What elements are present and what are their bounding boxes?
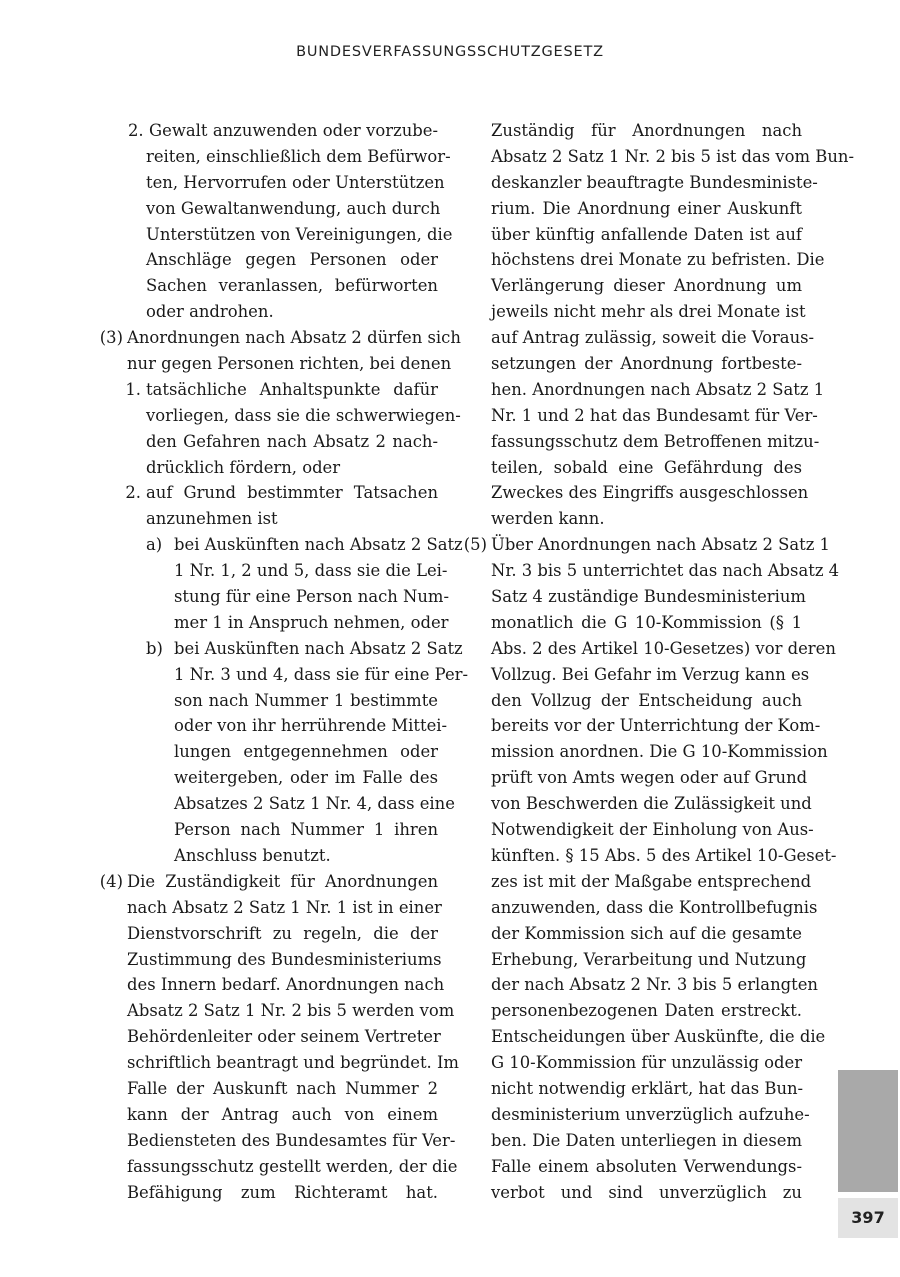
text-line: den Gefahren nach Absatz 2 nach- <box>146 431 438 451</box>
paragraph-number: (5) <box>463 535 487 555</box>
list-number: 2. <box>125 483 141 503</box>
text-line: prüft von Amts wegen oder auf Grund <box>491 768 808 788</box>
text-line: nach Absatz 2 Satz 1 Nr. 1 ist in einer <box>127 897 442 917</box>
text-line: anzunehmen ist <box>146 509 278 529</box>
text-line: Nr. 3 bis 5 unterrichtet das nach Absatz 4 <box>491 561 840 581</box>
text-line: hen. Anordnungen nach Absatz 2 Satz 1 <box>491 379 825 399</box>
text-line: monatlich die G 10-Kommission (§ 1 <box>491 612 802 632</box>
text-line: über künftig anfallende Daten ist auf <box>491 224 802 244</box>
text-line: Absatz 2 Satz 1 Nr. 2 bis 5 ist das vom Bun- <box>491 146 854 166</box>
text-line: drücklich fördern, oder <box>146 457 341 477</box>
text-line: schriftlich beantragt und begründet. Im <box>127 1053 459 1073</box>
text-line: Zustimmung des Bundesministeriums <box>127 949 442 969</box>
text-line: Bediensteten des Bundesamtes für Ver- <box>127 1130 456 1150</box>
text-line: Zweckes des Eingriffs ausgeschlossen <box>491 483 809 503</box>
text-line: teilen, sobald eine Gefährdung des <box>491 457 802 477</box>
text-line: 1 Nr. 3 und 4, dass sie für eine Per- <box>174 664 469 684</box>
thumb-index-tab <box>838 1070 898 1192</box>
text-line: von Gewaltanwendung, auch durch <box>146 198 441 218</box>
text-line: Nr. 1 und 2 hat das Bundesamt für Ver- <box>491 405 818 425</box>
text-line: Falle der Auskunft nach Nummer 2 <box>127 1078 438 1098</box>
text-line: jeweils nicht mehr als drei Monate ist <box>491 302 806 322</box>
text-line: Sachen veranlassen, befürworten <box>146 276 438 296</box>
text-line: fassungsschutz dem Betroffenen mitzu- <box>491 431 820 451</box>
text-line: künften. § 15 Abs. 5 des Artikel 10-Geset- <box>491 845 837 865</box>
text-line: 1 Nr. 1, 2 und 5, dass sie die Lei- <box>174 561 448 581</box>
right-column <box>459 118 854 1205</box>
text-line: Absatz 2 Satz 1 Nr. 2 bis 5 werden vom <box>127 1001 455 1021</box>
text-line: Anschluss benutzt. <box>174 845 331 865</box>
text-line: höchstens drei Monate zu befristen. Die <box>491 250 825 270</box>
text-line: desministerium unverzüglich aufzuhe- <box>491 1104 810 1124</box>
left-column <box>95 118 469 1205</box>
text-line: mission anordnen. Die G 10-Kommission <box>491 742 828 762</box>
text-line: Falle einem absoluten Verwendungs- <box>491 1156 802 1176</box>
text-line: Satz 4 zuständige Bundesministerium <box>491 587 806 607</box>
text-line: Unterstützen von Vereinigungen, die <box>146 224 453 244</box>
text-line: Anschläge gegen Personen oder <box>146 250 438 270</box>
text-line: stung für eine Person nach Num- <box>174 587 450 607</box>
text-line: der Kommission sich auf die gesamte <box>491 923 802 943</box>
text-line: lungen entgegennehmen oder <box>174 742 438 762</box>
text-line: verbot und sind unverzüglich zu <box>491 1182 802 1202</box>
text-line: Person nach Nummer 1 ihren <box>174 820 438 840</box>
text-line: fassungsschutz gestellt werden, der die <box>127 1156 458 1176</box>
paragraph-number: (4) <box>99 871 123 891</box>
text-line: Vollzug. Bei Gefahr im Verzug kann es <box>491 664 810 684</box>
list-letter: a) <box>146 535 163 555</box>
list-letter: b) <box>146 638 163 658</box>
text-line: Notwendigkeit der Einholung von Aus- <box>491 820 814 840</box>
text-line: son nach Nummer 1 bestimmte <box>174 690 438 710</box>
text-line: ten, Hervorrufen oder Unterstützen <box>146 172 445 192</box>
paragraph-3: (3) Anordnungen nach Absatz 2 dürfen sich <box>95 325 438 351</box>
text-line: der nach Absatz 2 Nr. 3 bis 5 erlangten <box>491 975 818 995</box>
text-line: des Innern bedarf. Anordnungen nach <box>127 975 445 995</box>
list-item-2: 2. auf Grund bestimmter Tatsachen <box>95 480 438 506</box>
text-line: den Vollzug der Entscheidung auch <box>491 690 802 710</box>
list-number: 1. <box>125 379 141 399</box>
running-head: BUNDESVERFASSUNGSSCHUTZGESETZ <box>296 44 604 60</box>
list-item-1: 1. tatsächliche Anhaltspunkte dafür <box>95 377 438 403</box>
text-line: zes ist mit der Maßgabe entsprechend <box>491 871 812 891</box>
paragraph-number: (3) <box>99 328 123 348</box>
text-line: oder androhen. <box>146 302 274 322</box>
text-line: weitergeben, oder im Falle des <box>174 768 438 788</box>
list-item-a: a) bei Auskünften nach Absatz 2 Satz <box>95 532 438 558</box>
text-line: werden kann. <box>491 509 605 529</box>
page-number: 397 <box>838 1198 898 1238</box>
text-line: Zuständig für Anordnungen nach <box>491 121 802 140</box>
paragraph-4: (4) Die Zuständigkeit für Anordnungen <box>95 869 438 895</box>
text-line: Verlängerung dieser Anordnung um <box>491 276 802 296</box>
text-line: Dienstvorschrift zu regeln, die der <box>127 923 438 943</box>
text-line: anzuwenden, dass die Kontrollbefugnis <box>491 897 818 917</box>
text-line: Abs. 2 des Artikel 10-Gesetzes) vor deren <box>491 638 836 658</box>
text-line: rium. Die Anordnung einer Auskunft <box>491 198 802 218</box>
list-item-b: b) bei Auskünften nach Absatz 2 Satz <box>95 636 438 662</box>
text-line: nicht notwendig erklärt, hat das Bun- <box>491 1078 804 1098</box>
text-line: Entscheidungen über Auskünfte, die die <box>491 1027 826 1047</box>
text-line: 2. Gewalt anzuwenden oder vorzube- <box>128 121 438 140</box>
text-line: nur gegen Personen richten, bei denen <box>127 354 452 374</box>
text-line: reiten, einschließlich dem Befürwor- <box>146 146 451 166</box>
text-line: mer 1 in Anspruch nehmen, oder <box>174 612 449 632</box>
text-line: deskanzler beauftragte Bundesministe- <box>491 172 818 192</box>
text-line: bereits vor der Unterrichtung der Kom- <box>491 716 821 736</box>
text-line: personenbezogenen Daten erstreckt. <box>491 1001 802 1021</box>
text-line: Behördenleiter oder seinem Vertreter <box>127 1027 441 1047</box>
text-line: setzungen der Anordnung fortbeste- <box>491 354 802 374</box>
text-line: von Beschwerden die Zulässigkeit und <box>491 794 812 814</box>
paragraph-5: (5) Über Anordnungen nach Absatz 2 Satz 1 <box>459 532 802 558</box>
text-line: vorliegen, dass sie die schwerwiegen- <box>146 405 461 425</box>
text-line: kann der Antrag auch von einem <box>127 1104 438 1124</box>
text-line: Erhebung, Verarbeitung und Nutzung <box>491 949 807 969</box>
text-line: ben. Die Daten unterliegen in diesem <box>491 1130 802 1150</box>
text-line: G 10-Kommission für unzulässig oder <box>491 1053 803 1073</box>
text-line: Absatzes 2 Satz 1 Nr. 4, dass eine <box>174 794 455 814</box>
text-line: auf Antrag zulässig, soweit die Voraus- <box>491 328 815 348</box>
text-line: Befähigung zum Richteramt hat. <box>127 1182 438 1202</box>
text-line: oder von ihr herrührende Mittei- <box>174 716 448 736</box>
